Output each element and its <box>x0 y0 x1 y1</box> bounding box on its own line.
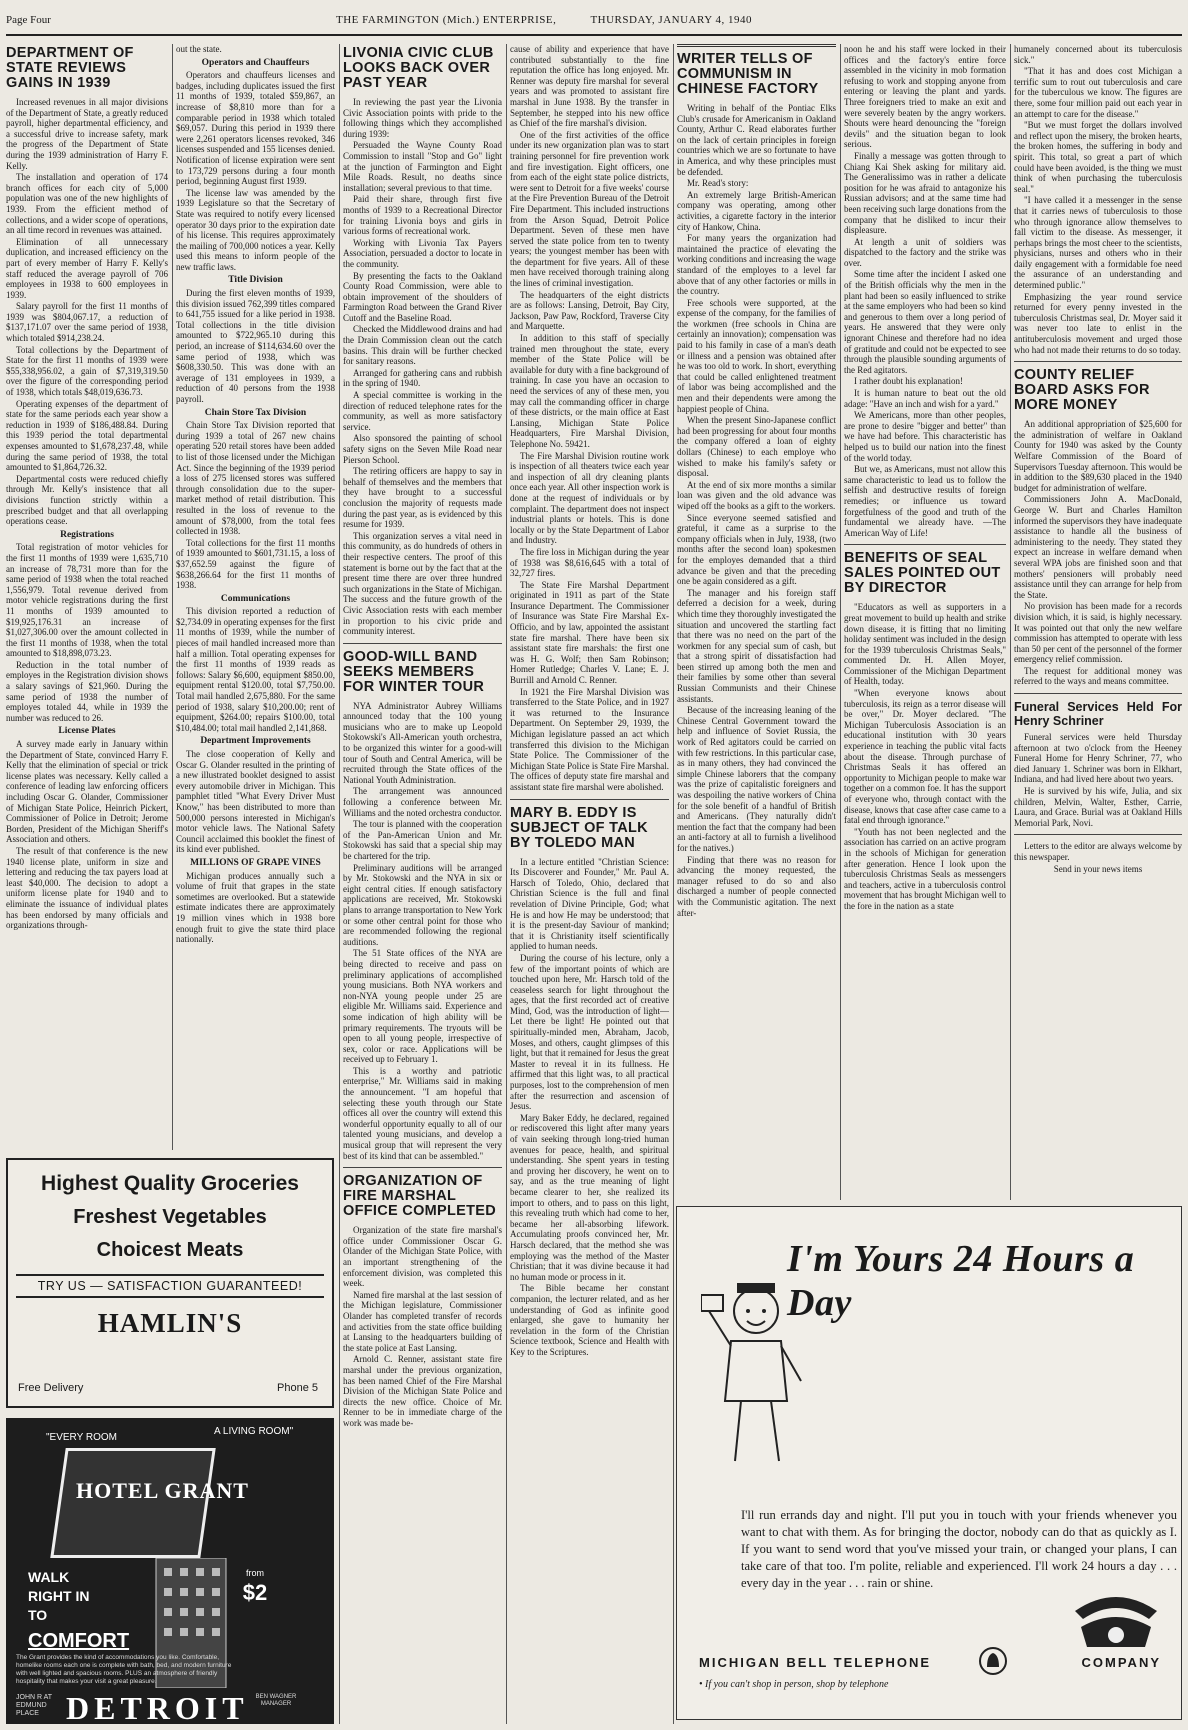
divider <box>1014 361 1182 362</box>
paragraph: The Fire Marshal Division routine work is inspection of all theaters twice each year and inspection of all dry cleaning plants once each year. All other inspection work is done at the request of individuals or by complaint. The department does not inspect industrial plants or hotels. This is done locally or by the State Department of Labor and Industry. <box>510 450 669 546</box>
article-column-5 <box>677 44 836 1200</box>
headline-livonia: LIVONIA CIVIC CLUB LOOKS BACK OVER PAST YEAR <box>343 45 494 91</box>
paragraph: In 1921 the Fire Marshal Division was transferred to the State Police, and in 1927 it was returned to the Insurance Department. On September 29, 1939, the Michigan legislature passed an act which transferred this division to the Michigan State Police. The Commissioner of the Michigan State Police is State Fire Marshal. The offices of deputy state fire marshal and assistant state fire marshal were abolished. <box>510 686 669 792</box>
paragraph: It is human nature to beat out the old adage: "Have an inch and wish for a yard." <box>844 388 1006 409</box>
masthead <box>6 6 1182 36</box>
headline-communism: WRITER TELLS OF COMMUNISM IN CHINESE FACTORY <box>677 51 819 97</box>
paragraph: Mr. Read's story: <box>687 178 749 189</box>
paragraph: Free schools were supported, at the expense of the company, for the families of the workmen (free schools in China are certainly an innovation); compensation was paid to his family in case of a man's death or illness and a pension was obtained after he was too old to work. In short, everything that could be called enlightened treatment of labor was being accomplished and the men and their dependents were among the happiest people of China. <box>677 297 836 414</box>
issue-date: THURSDAY, JANUARY 4, 1940 <box>590 14 752 26</box>
paragraph: Checked the Middlewood drains and had the Drain Commission clean out the catch basins. This drain will be further checked for sanitary reasons. <box>343 324 502 367</box>
subhead: License Plates <box>58 726 116 737</box>
ad-line: Highest Quality Groceries <box>41 1172 299 1195</box>
paragraph: Total registration of motor vehicles for the first 11 months of 1939 were 1,635,710 an increase of 78,731 more than for the same period of 1938 when the total reached 1,556,979. Total revenue derived from motor vehicle registrations during the first 11 months of 1939 amounted to $19,925,176.31 an increase of $1,027,306.00 over the amount collected in the first 11 months of 1938, when the total amounted to $18,898,073.23. <box>6 542 168 659</box>
paragraph: Arranged for gathering cans and rubbish in the spring of 1940. <box>343 367 502 389</box>
ad-tagline: "EVERY ROOM <box>46 1432 117 1443</box>
hotel-address: JOHN R AT EDMUND PLACE <box>16 1694 52 1717</box>
paragraph: Named fire marshal at the last session of the Michigan legislature, Commissioner Olander has completed transfer of records and activities from the state office building at Lansing to the headquarters building of the state police at East Lansing. <box>343 1289 502 1353</box>
ad-line: Choicest Meats <box>96 1239 244 1261</box>
paragraph: Preliminary auditions will be arranged by Mr. Stokowski and the NYA in six or eight central cities. If enough satisfactory applications are received, Mr. Stokowski plans to arrange transportation to New York or some other central point for those who are recommended following the regional auditions. <box>343 862 502 947</box>
phone-number: Phone 5 <box>277 1382 318 1394</box>
paragraph: Since everyone seemed satisfied and grateful, it came as a surprise to the company officials when in July, 1938, (two months after the second loan) spokesmen for the employes demanded that a third advance be given and that the preceding one be again considered as a gift. <box>677 512 836 587</box>
price-from: from <box>246 1568 264 1578</box>
article-column-7 <box>1014 44 1182 1200</box>
paragraph: Reduction in the total number of employes in the Registration division shows a salary savings of $21,960. During the same period of 1938 the number of employes totaled 44, while in 1939 the number was reduced to 26. <box>6 659 168 723</box>
column-rule <box>840 44 841 1200</box>
paragraph: This organization serves a vital need in this community, as do hundreds of others in their respective centers. The proof of this statement is borne out by the fact that at the present time there are over three hundred such organizations in the State of Michigan. The success and the future growth of the Civic Association rests with each member in proportion to his civic pride and community interest. <box>343 530 502 637</box>
paragraph: The close cooperation of Kelly and Oscar G. Olander resulted in the printing of a new illustrated booklet designed to assist every automobile driver in Michigan. This pamphlet titled "What Every Driver Must Know," has been distributed to more than 500,000 persons interested in Michigan's motor vehicle laws. The National Safety Council acclaimed this booklet the finest of its kind ever published. <box>176 749 335 855</box>
paragraph: The manager and his foreign staff deferred a decision for a week, during which time they thoroughly investigated the situation and uncovered the startling fact that there was no need on the part of the workmen for any special sum of cash, but that a strong spirit of dissatisfaction had been stirred up among both the men and their families by some other than several Russian Communists and their Chinese assistants. <box>677 587 836 704</box>
column-rule <box>1010 44 1011 1200</box>
paragraph: The fire loss in Michigan during the year of 1938 was $8,616,645 with a total of 32,727 fires. <box>510 546 669 579</box>
ad-tagline: A LIVING ROOM" <box>214 1426 294 1437</box>
paragraph: At the end of six more months a similar loan was given and the old advance was wiped off the books as a gift to the workers. <box>677 479 836 511</box>
paragraph: One of the first activities of the office under its new organization plan was to start training personnel for fire prevention work and fire investigation. Eight officers, one from each of the eight state police districts, were sent to Detroit for a five weeks' course at the Fire Prevention Bureau of the Detroit Fire Department. This included instructions from the Arson Squad, Detroit Police Department. Seven of these men have served the state police from ten to twenty years; the youngest member has been with the department for five years. All of these men have received thorough training along the lines of criminal investigation. <box>510 129 669 289</box>
subhead: Operators and Chauffeurs <box>201 57 310 68</box>
paragraph: "That it has and does cost Michigan a terrific sum to rout out tuberculosis and care for the tuberculous we know. The figures are there, some four million paid out each year in an attempt to care for the disease." <box>1014 66 1182 119</box>
ad-fine-print: The Grant provides the kind of accommodations you like. Comfortable, homelike rooms each one is complete with bath, bed, and modern furniture with well lighted and spacious rooms. PLUS an atmosphere of friendly hospitality that makes your visit a great pleasure. <box>16 1654 232 1685</box>
ad-comfort-text: COMFORT <box>28 1630 130 1652</box>
divider <box>1014 693 1182 694</box>
column-rule <box>506 44 507 1724</box>
paragraph: humanely concerned about its tuberculosis sick." <box>1014 44 1182 65</box>
paragraph: Arnold C. Renner, assistant state fire marshal under the previous organization, has been named Chief of the Fire Marshal Division of the Michigan State Police and directs the new office. Choice of Mr. Renner to be in immediate charge of the work was made be- <box>343 1354 502 1428</box>
paragraph: Mary Baker Eddy, he declared, regained or rediscovered this light after many years of vain seeking through long-tried human avenues for peace, health, and spiritual understanding. She spent years in testing and proving her discovery, he went on to say, and as the true meaning of light became clearer to her, she realized its import to others, and to pass on this light, this revealing truth which had come to her, became her all-absorbing lifework. Accumulating proofs convinced her, Mr. Harsch declared, that the method she was employing was the method of the Master Christian; that it was divine because it had no human mode or process in it. <box>510 1112 669 1282</box>
hotel-sign-text: HOTEL GRANT <box>76 1478 249 1503</box>
ad-headline: I'm Yours 24 Hours a Day <box>787 1238 1135 1324</box>
brand-name: MICHIGAN BELL TELEPHONE <box>699 1655 932 1670</box>
subhead: Communications <box>220 593 291 604</box>
ad-slogan: TRY US — SATISFACTION GUARANTEED! <box>16 1274 324 1298</box>
paragraph: The arrangement was announced following a conference between Mr. Williams and the noted orchestra conductor. <box>343 786 502 818</box>
paragraph: noon he and his staff were locked in their offices and the factory's entire force assembled in the vicinity in mob formation refusing to work and stopping anyone from entering or leaving the plant and yards. Three foreigners tried to make an exit and were severely beaten by the angry workers. Shouts were heard denouncing the "foreign devils" and the situation began to look serious. <box>844 44 1006 150</box>
paragraph: "But we must forget the dollars involved and reflect upon the misery, the broken hearts, the broken homes, the suffering in body and spirit. This total, so great a part of which could have been avoided, is the thing we must think of when purchasing the tuberculosis seal." <box>1014 120 1182 194</box>
paragraph: A survey made early in January within the Department of State, convinced Harry F. Kelly that the elimination of special or trick license plates was necessary. Kelly called a conference of leading law enforcing officers including Oscar G. Olander, Commissioner of Michigan State Police, Heinrich Pickert, Commissioner of Police in Detroit; Jerome Borden, President of the Michigan Sheriff's Association and others. <box>6 739 168 845</box>
paragraph: A special committee is working in the direction of reduced telephone rates for the community, as well as more satisfactory service. <box>343 390 502 432</box>
paragraph: Operators and chauffeurs licenses and badges, including duplicates issued the first 11 months of 1939, totaled $59,867, an increase of $8,810 more than for a comparable period in 1938 which totaled $69,057. During this period in 1939 there were 2,261 operators licenses revoked, 346 licenses suspended and 155 licenses denied. Notification of license expiration were sent to 173,729 persons during a four month period, beginning August first 1939. <box>176 70 335 187</box>
headline-fire-marshal: ORGANIZATION OF FIRE MARSHAL OFFICE COMPLETED <box>343 1173 497 1220</box>
paragraph: Michigan produces annually such a volume of fruit that grapes in the state sometimes are overlooked. But a statewide estimate indicates there are approximately 19 million vines which in 1938 bore enough fruit to give the state third place nationally. <box>176 870 335 945</box>
paragraph: The retiring officers are happy to say in behalf of themselves and the members that they have brought to a successful conclusion the majority of requests made during the past year, as is evidenced by this resume for 1939. <box>343 466 502 530</box>
divider <box>844 544 1006 545</box>
subhead: Chain Store Tax Division <box>204 407 307 418</box>
divider <box>343 1167 502 1168</box>
paragraph: Departmental costs were reduced chiefly through Mr. Kelly's insistence that all divisions function strictly within a prescribed budget and that all overlapping operations cease. <box>6 473 168 527</box>
column-rule <box>172 44 173 1150</box>
headline-mary-eddy: MARY B. EDDY IS SUBJECT OF TALK BY TOLEDO MAN <box>510 804 648 851</box>
hotel-manager: BEN WAGNER MANAGER <box>255 1694 297 1707</box>
paragraph: The license law was amended by the 1939 Legislature so that the Secretary of State was required to notify every licensed operator 30 days prior to the expiration date of his license. This requires approximately the mailing of 700,000 notices a year. Kelly used this means to inform people of the new traffic laws. <box>176 187 335 272</box>
article-column-6 <box>844 44 1006 1200</box>
column-rule <box>673 44 674 1724</box>
paragraph: Chain Store Tax Division reported that during 1939 a total of 267 new chains operating 520 retail stores have been added to list of those licensed under the Michigan Act. Since the beginning of the 1939 period a loss of 275 licensed stores was suffered through consolidation due to the super-market method of retail distribution. This resulted in the loss of revenue to the amount of $78,000, from the total fees collected in 1938. <box>176 420 335 537</box>
paragraph: But we, as Americans, must not allow this same characteristic to lead us to follow the selfish and destructive results of foreign remedies; or influence us toward forgetfulness of the good and truth of the fundamental we already have. —The American Way of Life! <box>844 464 1006 538</box>
headline-state-reviews: DEPARTMENT OF STATE REVIEWS GAINS IN 1939 <box>6 45 134 91</box>
paragraph: By presenting the facts to the Oakland County Road Commission, were able to obtain improvement of the shoulders of Farmington Road between the Grand River Cutoff and the Baseline Road. <box>343 270 502 323</box>
room-price: $2 <box>242 1580 268 1605</box>
subhead: Department Improvements <box>200 736 311 747</box>
paragraph: The 51 State offices of the NYA are being directed to receive and pass on preliminary applications of accomplished young musicians. Both NYA workers and non-NYA young people under 25 are eligible Mr. Williams said. Experience and some indication of high ability will be primary requirements. The tryouts will be open to all young people, irrespective of sex, color or race. Applications will be received up to February 1. <box>343 948 502 1065</box>
paragraph: In a lecture entitled "Christian Science: Its Discoverer and Founder," Mr. Paul A. Harsch of Toledo, Ohio, declared that Christian Science is the full and final revelation of Divine Principle, God; what He is and how He may be understood; that it is the present-day Saviour of mankind; that it is Christianity itself scientifically applied to human needs. <box>510 856 669 952</box>
telephone-icon <box>1071 1587 1161 1657</box>
paragraph: Funeral services were held Thursday afternoon at two o'clock from the Heeney Funeral Home for Henry Schriner, 77, who died January 1. Schriner was born in Elkhart, Indiana, and had lived here about two years. <box>1014 732 1182 785</box>
paragraph: Persuaded the Wayne County Road Commission to install "Stop and Go" light at the junction of Farmington and Eight Mile Roads. Result, no deaths since installation; several previous to that time. <box>343 140 502 193</box>
paragraph: We Americans, more than other peoples, are prone to desire "bigger and better" than we have had before. This characteristic has helped us to build our nation into the finest of the world today. <box>844 410 1006 463</box>
paragraph: Salary payroll for the first 11 months of 1939 was $804,067.17, a reduction of $137,171.07 over the same period of 1938, which totaled $914,238.24. <box>6 301 168 344</box>
paragraph: NYA Administrator Aubrey Williams announced today that the 100 young musicians who are to make up Leopold Stokowski's All-American youth orchestra, to be organized this winter for a good-will tour of South and Central America, will be recruited through the State offices of the National Youth Administration. <box>343 700 502 785</box>
paragraph: Paid their share, through first five months of 1939 to a Recreational Director for training Livonia boys and girls in various forms of recreational work. <box>343 194 502 237</box>
michigan-bell-ad <box>676 1206 1182 1720</box>
article-column-4 <box>510 44 669 1724</box>
paragraph: For many years the organization had maintained the practice of elevating the working conditions and increasing the wage standard of the employes to a level far above that of any other factories or mills in the country. <box>677 233 836 297</box>
paragraph: He is survived by his wife, Julia, and six children, Melvin, Walter, Esther, Carrie, Laura, and Grace. Burial was at Oakland Hills Memorial Park, Novi. <box>1014 786 1182 828</box>
paragraph: No provision has been made for a records division which, it is said, is highly necessary. It was pointed out that only the new welfare commission has attempted to operate with less than 50 per cent of the personnel of the former emergency relief commission. <box>1014 601 1182 665</box>
page-number: Page Four <box>6 14 51 26</box>
ad-line: Freshest Vegetables <box>73 1206 267 1228</box>
headline-county-relief: COUNTY RELIEF BOARD ASKS FOR MORE MONEY <box>1014 367 1150 414</box>
paragraph: At length a unit of soldiers was dispatched to the factory and the strike was over. <box>844 236 1006 268</box>
paragraph: The request for additional money was referred to the ways and means committee. <box>1014 665 1182 687</box>
paper-name: THE FARMINGTON (Mich.) ENTERPRISE, <box>336 14 557 26</box>
ad-brand <box>699 1655 1161 1670</box>
headline-funeral: Funeral Services Held For Henry Schriner <box>1014 700 1182 729</box>
divider <box>1014 834 1182 835</box>
paragraph: "I have called it a messenger in the sense that it carries news of tuberculosis to those who through ignorance allow themselves to fall victim to the disease. As messenger, it perhaps brings the most cheer to the scientists, physicians, nurses and others who in their daily engagement with a formidable foe need the assurance of an understanding and determined public." <box>1014 195 1182 291</box>
paragraph: The result of that conference is the new 1940 license plate, uniform in size and lettering and reducing the tax payers load at least $40,000. The decision to adopt a uniform license plate for 1940 and to eliminate the issuance of individual plates has been endorsed by many officials and organizations through- <box>6 845 168 931</box>
paragraph: I rather doubt his explanation! <box>854 376 963 387</box>
divider <box>510 799 669 800</box>
ad-tagline: • If you can't shop in person, shop by telephone <box>699 1679 889 1690</box>
news-items-note: Send in your news items <box>1053 863 1143 874</box>
paragraph: Emphasizing the year round service returned for every penny invested in the tuberculosis Christmas seal, Dr. Moyer said it was never too late to enlist in the antituberculosis movement and urged those who had not made their returns to do so today. <box>1014 291 1182 355</box>
headline-seal-sales: BENEFITS OF SEAL SALES POINTED OUT BY DIRECTOR <box>844 550 1001 597</box>
subhead: Registrations <box>60 529 114 540</box>
paragraph: Working with Livonia Tax Payers Association, persuaded a doctor to locate in the community. <box>343 237 502 269</box>
paragraph: "When everyone knows about tuberculosis, its reign as a terror disease will be over," Dr. Moyer declared. "The Michigan Tuberculosis Association is an educational institution with 30 years experience in teaching the public vital facts about the disease. Through purchase of Christmas Seals it has offered an opportunity to Michigan people to make war together on a common foe. It has the support of everyone who, through contact with the disease, knows that case after case came to a fatal end through ignorance." <box>844 688 1006 826</box>
divider <box>343 643 502 644</box>
paragraph: Because of the increasing leaning of the Chinese Central Government toward the help and influence of Soviet Russia, the work of Red agitators could be carried on with few restrictions. In this particular case, as in many others, they had convinced the simple Chinese laborers that the company was the prize of capitalistic foreigners and was despoiling the native workers of China for the sole benefit of a handful of British and Americans. (They naturally didn't mention the fact that the company had been an anti-factory at all to furnish a livelihood for the natives.) <box>677 705 836 853</box>
delivery-note: Free Delivery <box>18 1382 84 1394</box>
paragraph: Elimination of all unnecessary duplication, and increased efficiency on the part of every member of Harry F. Kelly's staff reduced the average payroll of 706 employees in 1938 to 600 employees in 1939. <box>6 236 168 300</box>
brand-company: COMPANY <box>1081 1655 1161 1670</box>
hamlins-grocery-ad <box>6 1158 334 1408</box>
paragraph: During the course of his lecture, only a few of the important points of which are touched upon here, Mr. Harsch told of the ceaseless search for light throughout the ages, that the first recorded act of creative Mind, God, was the introduction of light—Let there be light! He pointed out that spiritually-minded men, Abraham, Jacob, Moses, and others, caught glimpses of this light, but that it remained for Jesus the great Master to reveal it in its fullness. He affirmed that this light was, to all practical purposes, lost to the comprehension of men after the resurrection and ascension of Jesus. <box>510 952 669 1112</box>
subhead: Title Division <box>228 275 283 286</box>
paragraph: The tour is planned with the cooperation of the Pan-American Union and Mr. Stokowski has said that a special ship may be chartered for the trip. <box>343 819 502 861</box>
paragraph: Increased revenues in all major divisions of the Department of State, a greatly reduced payroll, higher departmental efficiency, and a successful drive to increase safety, mark the progress of the Department of State during the 1939 administration of Harry F. Kelly. <box>6 97 168 171</box>
article-column-3 <box>343 44 502 1724</box>
paragraph: Also sponsored the painting of school safety signs on the Seven Mile Road near Pierson School. <box>343 433 502 465</box>
paragraph: In reviewing the past year the Livonia Civic Association points with pride to the following things which they accomplished during 1939: <box>343 97 502 139</box>
paragraph: This division reported a reduction of $2,734.09 in operating expenses for the first 11 months of 1939, while the number of pieces of mail handled increased more than half a million. Total operating expenses for the first 11 months of 1939 reads as follows: Salary $6,600, equipment $850.00, equipment rental $120.00, total $7,750.00. Total mail handled 2,675,880. For the same period of 1938, salary $10,200.00; rent of equipment, $264.00; repairs $100.00, total $10,484.00; total mail handled 2,141,868. <box>176 606 335 733</box>
paragraph: This is a worthy and patriotic enterprise," Mr. Williams said in making the announcement. "I am hopeful that selecting these youth through our State offices all over the country will extend this wonderful opportunity equally to all of our talented young musicians, and develop a musical group that will represent the very best of its kind that can be assembled." <box>343 1065 502 1161</box>
paragraph: out the state. <box>176 44 222 54</box>
paragraph: Total collections by the Department of State for the first 11 months of 1939 were $55,338,956.02, a gain of $7,319,319.50 over the figure of the corresponding period of 1938, which totals $48,019,636.73. <box>6 344 168 398</box>
paragraph: "Educators as well as supporters in a great movement to build up health and strike down disease, it is fitting that no limiting holiday sentiment was included in the design for the 1939 tuberculosis Christmas Seals," commented Dr. H. Allen Moyer, Commissioner of the Michigan Department of Health, today. <box>844 602 1006 687</box>
article-column-2 <box>176 44 335 1150</box>
paragraph: The Bible became her constant companion, the lecturer related, and as her understanding of God as infinite good enlarged, she gave to humanity her revelation in the form of the Christian Science textbook, Science and Health with Key to the Scriptures. <box>510 1283 669 1357</box>
paragraph: "Youth has not been neglected and the association has carried on an active program in the schools of Michigan for generation after generation. Hence I look upon the tuberculosis Christmas Seals as messengers and teachers, active in a tuberculosis control movement that has brought Michigan well to the fore in the nation as a state <box>844 826 1006 911</box>
paragraph: Finally a message was gotten through to Chiang Kai Shek asking for military aid. The Generalissimo was in rather a delicate position for he was afraid to antagonize his Russian advisors; and at the same time had been receiving such large donations from the company that he disliked to incur their displeasure. <box>844 150 1006 236</box>
paragraph: When the present Sino-Japanese conflict had been progressing for about four months the company offered a loan of eighty dollars (Chinese) to each employe who wished to make his family's safety or disposal. <box>677 415 836 479</box>
paragraph: Commissioners John A. MacDonald, George W. Burt and Charles Hamilton informed the supervisors they have inadequate assistance to handle all the business of administering to the needy. They stated they expect an increase in welfare demand when several WPA jobs are finished soon and that mothers' pensioners will probably need assistance until they can arrange for help from the State. <box>1014 494 1182 600</box>
hotel-city: DETROIT <box>66 1690 249 1724</box>
paragraph: In addition to this staff of specially trained men throughout the state, every member of the State Police will be available for duty with a fine background of training. In case you have an occasion to need the services of any of these men, you may call the commanding officer in charge of these districts, or the main office at East Lansing, Michigan State Police Headquarters, Fire Marshal Division, Telephone No. 59421. <box>510 333 669 449</box>
paragraph: Some time after the incident I asked one of the British officials why the men in the plant had been so easily influenced to strike at the same employers who had been so kind and generous to them over a long period of years. He answered that they were only ignorant Chinese and therefore had no idea of gratitude and could not be expected to see through the plausible sounding arguments of the Red agitators. <box>844 269 1006 375</box>
headline-box <box>677 44 836 97</box>
hotel-grant-ad <box>6 1418 334 1724</box>
subhead: MILLIONS OF GRAPE VINES <box>190 857 321 868</box>
ad-walk-text: WALK RIGHT IN TO <box>28 1569 90 1623</box>
paragraph: Writing in behalf of the Pontiac Elks Club's crusade for Americanism in Oakland County, Arthur C. Read elaborates further on the lack of certain principles in foreign countries which we are so fortunate to have in America, and why these principles must be defended. <box>677 103 836 177</box>
paragraph: Finding that there was no reason for advancing the money requested, the manager refused to do so and also discharged a number of people connected with the Communistic agitation. The next after- <box>677 854 836 918</box>
paragraph: The headquarters of the eight districts are as follows: Lansing, Detroit, Bay City, Jackson, Paw Paw, Rockford, Traverse City and Marquette. <box>510 289 669 332</box>
article-column-1 <box>6 44 168 1150</box>
paragraph: Operating expenses of the department of state for the same periods each year show a reduction in 1939 of $186,488.84. During this 1939 period the total departmental expenses amounted to $1,678,237.48, while during the same period of 1938, the total amounted to $1,864,726.32. <box>6 398 168 473</box>
paragraph: An additional appropriation of $25,600 for the administration of welfare in Oakland County for 1940 was asked by the County Welfare Commission of the Board of Supervisors Tuesday afternoon. This would be in addition to the $89,630 placed in the 1940 budget for administration of welfare. <box>1014 419 1182 493</box>
paragraph: During the first eleven months of 1939, this division issued 762,399 titles compared to 641,755 issued for a like period in 1938. Total collections in the title division amounted to $722,965.10 during this period, an increase of $114,634.60 over the same period of 1938, which was $608,330.50. This was done with an average of 131 employees in 1939, a reduction of 40 persons from the 1938 payroll. <box>176 288 335 404</box>
paragraph: Letters to the editor are always welcome by this newspaper. <box>1014 841 1182 862</box>
paragraph: An extremely large British-American company was operating, among other activities, a cigarette factory in the interior city of Hankow, China. <box>677 189 836 232</box>
paragraph: The installation and operation of 174 branch offices for each city of 5,000 population was one of the new highlights of 1939. From the efficient method of collections, and a wider scope of operations, an all time record in revenues was attained. <box>6 172 168 236</box>
headline-goodwill-band: GOOD-WILL BAND SEEKS MEMBERS FOR WINTER TOUR <box>343 648 485 695</box>
ad-body: I'll run errands day and night. I'll put you in touch with your friends whenever you want to chat with them. As for bringing the doctor, nobody can do that as quickly as I. If you want to send word that you've missed your train, or changed your plans, I can take care of that too. I'm polite, reliable and experienced. I'll work 24 hours a day . . . every day in the year . . . rain or shine. <box>741 1508 1177 1590</box>
paragraph: The State Fire Marshal Department originated in 1911 as part of the State Insurance Department. The Commissioner of Insurance was State Fire Marshal Ex-Officio, and by law, appointed the assistant state fire marshal. There have been six assistant state fire marshals: the first one was H. G. Wolf; then Sam Robinson; Homer Rutledge; Charles V. Lane; E. J. Burrill and Arnold C. Renner. <box>510 579 669 686</box>
paragraph: Organization of the state fire marshal's office under Commissioner Oscar G. Olander of the Michigan State Police, with an important strengthening of the enforcement division, was completed this week. <box>343 1225 502 1289</box>
paragraph: cause of ability and experience that have contributed substantially to the fine reputation the office has long enjoyed. Mr. Renner was deputy fire marshal for several years and was promoted to assistant fire marshal in June 1938. By the transfer in September, he stepped into his new office as Chief of the fire marshal's division. <box>510 44 669 129</box>
column-rule <box>339 44 340 1724</box>
paragraph: Total collections for the first 11 months of 1939 amounted to $601,731.15, a loss of $37,652.59 against the figure of $638,266.64 for the first 11 months of 1938. <box>176 537 335 591</box>
messenger-boy-icon <box>701 1271 811 1471</box>
store-name: HAMLIN'S <box>97 1308 243 1338</box>
